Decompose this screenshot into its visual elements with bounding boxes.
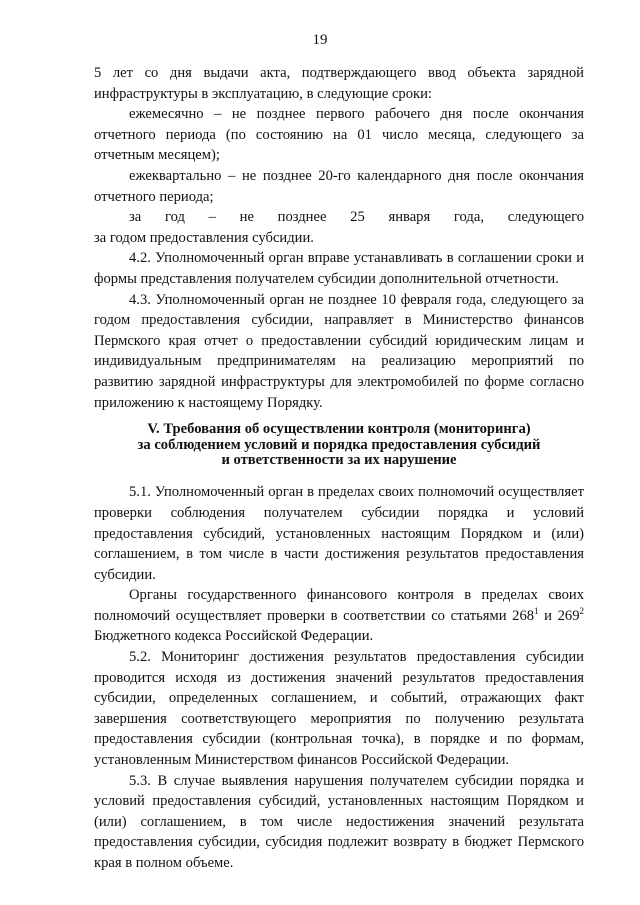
text-fragment: Органы государственного финансового контроля в пределах своих полномочий осуществляет проверки в соответствии со статьями 268 <box>94 587 584 624</box>
section-heading-line: за соблюдением условий и порядка предоставления субсидий <box>137 436 541 453</box>
document-body <box>94 63 584 874</box>
text-fragment: и 269 <box>538 607 580 624</box>
paragraph: ежемесячно – не позднее первого рабочего дня после окончания отчетного периода (по состоянию на 01 число месяца, следующего за отчетным месяцем); <box>94 106 584 164</box>
paragraph-line: за год – не позднее 25 января года, следующего <box>129 209 584 226</box>
text-fragment: Бюджетного кодекса Российской Федерации. <box>94 628 374 645</box>
paragraph: 4.2. Уполномоченный орган вправе устанавливать в соглашении сроки и формы представления получателем субсидии дополнительной отчетности. <box>94 250 584 287</box>
page-number: 19 <box>312 32 328 48</box>
paragraph: 5.3. В случае выявления нарушения получателем субсидии порядка и условий предоставления субсидий, установленных настоящим Порядком и (или) соглашением, в том числе недостижения значений результата предоставления субсидии, субсидия подлежит возврату в бюджет Пермского края в полном объеме. <box>94 772 584 871</box>
paragraph-with-superscripts <box>94 585 584 647</box>
paragraph: 5.2. Мониторинг достижения результатов предоставления субсидии проводится исходя из достижения значений результатов предоставления субсидии, определенных соглашением, и событий, отражающих факт завершения соответствующего мероприятия по получению результата предоставления субсидии (контрольная точка), в порядке и по формам, установленным Министерством финансов Российской Федерации. <box>94 649 584 769</box>
paragraph: 5 лет со дня выдачи акта, подтверждающего ввод объекта зарядной инфраструктуры в эксплуатацию, в следующие сроки: <box>94 65 584 102</box>
section-heading-line: V. Требования об осуществлении контроля (мониторинга) <box>147 421 531 438</box>
paragraph: 4.3. Уполномоченный орган не позднее 10 февраля года, следующего за годом предоставления субсидии, направляет в Министерство финансов Пермского края отчет о предоставлении субсидий юридическим лицам и индивидуальным предпринимателям на реализацию мероприятий по развитию зарядной инфраструктуры для электромобилей по форме согласно приложению к настоящему Порядку. <box>94 291 584 411</box>
paragraph: ежеквартально – не позднее 20-го календарного дня после окончания отчетного периода; <box>94 167 584 205</box>
section-heading-line: и ответственности за их нарушение <box>221 451 457 468</box>
paragraph: 5.1. Уполномоченный орган в пределах своих полномочий осуществляет проверки соблюдения получателем субсидии порядка и условий предоставления субсидий, установленных настоящим Порядком и (или) соглашением, в том числе в части достижения результатов предоставления субсидии. <box>94 484 584 583</box>
section-heading <box>94 422 584 468</box>
paragraph: за годом предоставления субсидии. <box>94 229 314 246</box>
superscript: 2 <box>579 606 584 617</box>
superscript: 1 <box>534 606 539 617</box>
